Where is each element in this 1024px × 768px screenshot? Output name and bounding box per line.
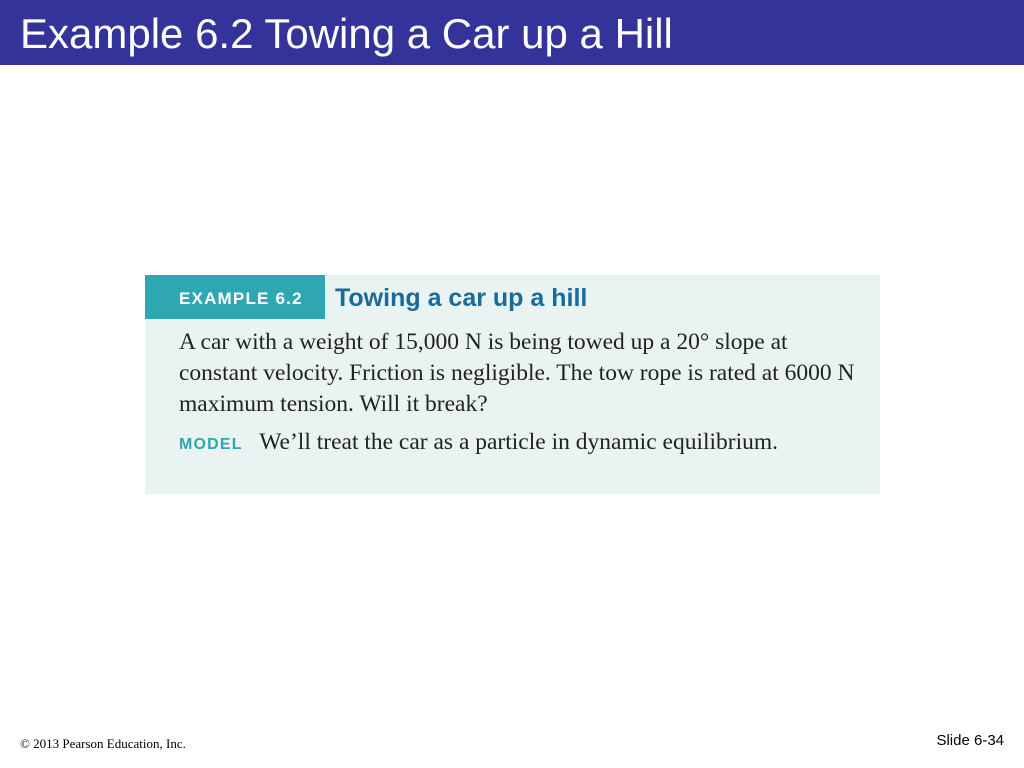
example-heading: Towing a car up a hill: [335, 284, 588, 312]
slide-title: Example 6.2 Towing a Car up a Hill: [20, 10, 673, 57]
model-line: [179, 429, 778, 456]
example-problem-text: A car with a weight of 15,000 N is being towed up a 20° slope at constant velocity. Friction is negligible. The tow rope is rated at 6000 N maximum tension. Will it break?: [179, 329, 855, 417]
example-tag-label: EXAMPLE 6.2: [179, 289, 303, 308]
example-tag: [145, 275, 325, 319]
example-box: [145, 275, 880, 494]
model-label: MODEL: [179, 436, 243, 453]
model-text: We’ll treat the car as a particle in dynamic equilibrium.: [259, 429, 779, 455]
footer-copyright: © 2013 Pearson Education, Inc.: [20, 736, 186, 751]
footer-slide-number: Slide 6-34: [936, 732, 1004, 749]
title-bar: [0, 0, 1024, 65]
